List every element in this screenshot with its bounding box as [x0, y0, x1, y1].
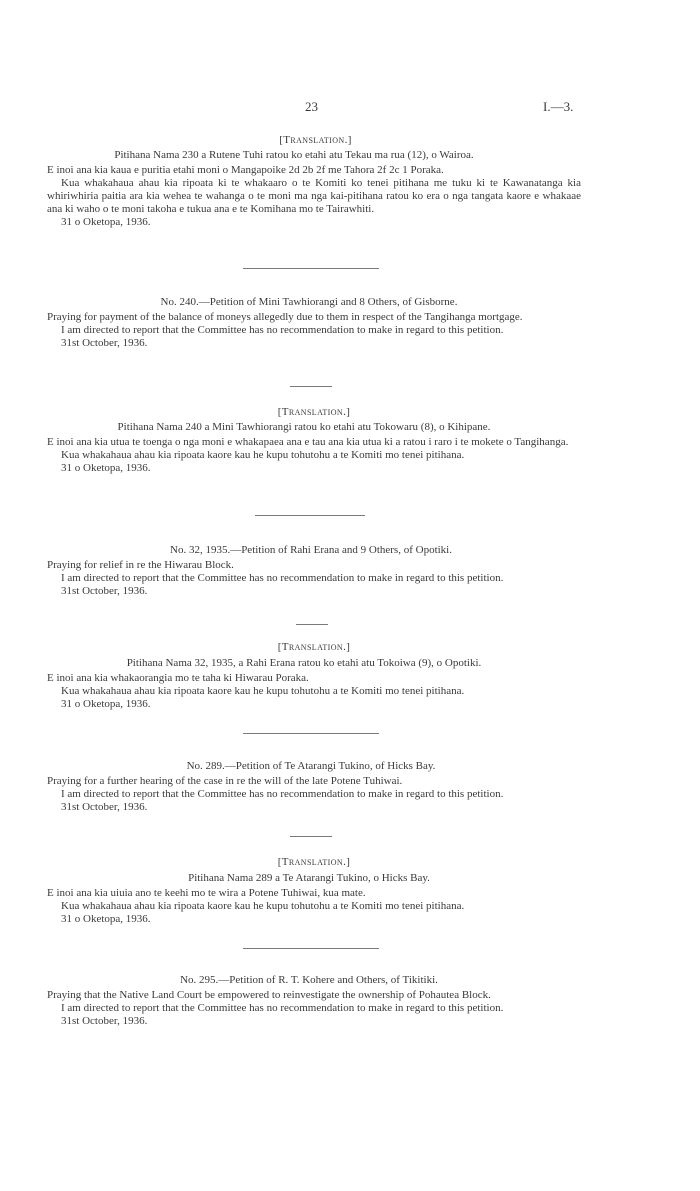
page-reference: I.—3. — [543, 99, 574, 114]
prayer-line: Praying for payment of the balance of moneys allegedly due to them in respect of the Tangihanga mortgage. — [47, 311, 523, 323]
translation-label: [Translation.] — [277, 406, 351, 418]
prayer-line: Praying for relief in re the Hiwarau Block. — [47, 559, 234, 571]
date-line: 31st October, 1936. — [61, 1015, 148, 1027]
prayer-line: E inoi ana kia uiuia ano te keehi mo te wira a Potene Tuhiwai, kua mate. — [47, 887, 366, 899]
page-header — [0, 100, 700, 120]
date-line: 31 o Oketopa, 1936. — [61, 216, 151, 228]
divider — [243, 733, 379, 734]
section-petition-240 — [47, 296, 581, 350]
translation-label: [Translation.] — [279, 134, 352, 146]
section-title: No. 289.—Petition of Te Atarangi Tukino, of Hicks Bay. — [186, 760, 436, 772]
section-translation-230 — [47, 134, 581, 229]
section-title: No. 32, 1935.—Petition of Rahi Erana and 9 Others, of Opotiki. — [170, 544, 452, 556]
prayer-line: Praying that the Native Land Court be empowered to reinvestigate the ownership of Pohautea Block. — [47, 989, 491, 1001]
date-line: 31st October, 1936. — [61, 337, 148, 349]
section-title: Pitihana Nama 32, 1935, a Rahi Erana ratou ko etahi atu Tokoiwa (9), o Opotiki. — [126, 657, 482, 669]
report-line: Kua whakahaua ahau kia ripoata kaore kau he kupu tohutohu a te Komiti mo tenei pitihana. — [61, 449, 465, 461]
divider — [255, 515, 365, 516]
section-petition-295 — [47, 974, 581, 1028]
date-line: 31 o Oketopa, 1936. — [61, 698, 151, 710]
divider — [290, 836, 332, 837]
section-translation-240 — [47, 406, 581, 475]
date-line: 31st October, 1936. — [61, 801, 148, 813]
section-translation-32 — [47, 641, 581, 711]
section-title: Pitihana Nama 240 a Mini Tawhiorangi ratou ko etahi atu Tokowaru (8), o Kihipane. — [117, 421, 491, 433]
report-line: I am directed to report that the Committee has no recommendation to make in regard to this petition. — [61, 1002, 504, 1014]
date-line: 31st October, 1936. — [61, 585, 148, 597]
section-title: No. 295.—Petition of R. T. Kohere and Others, of Tikitiki. — [180, 974, 438, 986]
report-line: I am directed to report that the Committee has no recommendation to make in regard to this petition. — [61, 788, 504, 800]
report-line: Kua whakahaua ahau kia ripoata ki te whakaaro o te Komiti ko tenei pitihana me tuku ki te Kawanatanga kia whiriwhiria paitia ara kia wehea te wahanga o te moni ma nga kai-pitihana ratou ko era o nga tangata kaore e whakaae ana ki waho o te moni takoha e tukua ana e te Komihana mo te Tairawhiti. — [47, 177, 581, 215]
report-line: Kua whakahaua ahau kia ripoata kaore kau he kupu tohutohu a te Komiti mo tenei pitihana. — [61, 685, 465, 697]
section-title: Pitihana Nama 289 a Te Atarangi Tukino, o Hicks Bay. — [188, 872, 430, 884]
prayer-line: E inoi ana kia utua te toenga o nga moni e whakapaea ana e tau ana kia utua ki a ratou i raro i te mokete o Tangihanga. — [47, 436, 569, 448]
section-title: No. 240.—Petition of Mini Tawhiorangi and 8 Others, of Gisborne. — [160, 296, 458, 308]
section-petition-32 — [47, 544, 581, 598]
section-title: Pitihana Nama 230 a Rutene Tuhi ratou ko etahi atu Tekau ma rua (12), o Wairoa. — [114, 149, 474, 161]
translation-label: [Translation.] — [277, 641, 351, 653]
prayer-line: E inoi ana kia kaua e puritia etahi moni o Mangapoike 2d 2b 2f me Tahora 2f 2c 1 Poraka. — [47, 164, 444, 176]
section-petition-289 — [47, 760, 581, 814]
report-line: Kua whakahaua ahau kia ripoata kaore kau he kupu tohutohu a te Komiti mo tenei pitihana. — [61, 900, 465, 912]
divider — [296, 624, 328, 625]
report-line: I am directed to report that the Committee has no recommendation to make in regard to this petition. — [61, 572, 504, 584]
divider — [243, 268, 379, 269]
page-number: 23 — [305, 99, 318, 114]
date-line: 31 o Oketopa, 1936. — [61, 913, 151, 925]
section-translation-289 — [47, 856, 581, 926]
prayer-line: Praying for a further hearing of the case in re the will of the late Potene Tuhiwai. — [47, 775, 403, 787]
divider — [290, 386, 332, 387]
translation-label: [Translation.] — [277, 856, 351, 868]
report-line: I am directed to report that the Committee has no recommendation to make in regard to this petition. — [61, 324, 504, 336]
divider — [243, 948, 379, 949]
prayer-line: E inoi ana kia whakaorangia mo te taha ki Hiwarau Poraka. — [47, 672, 309, 684]
date-line: 31 o Oketopa, 1936. — [61, 462, 151, 474]
